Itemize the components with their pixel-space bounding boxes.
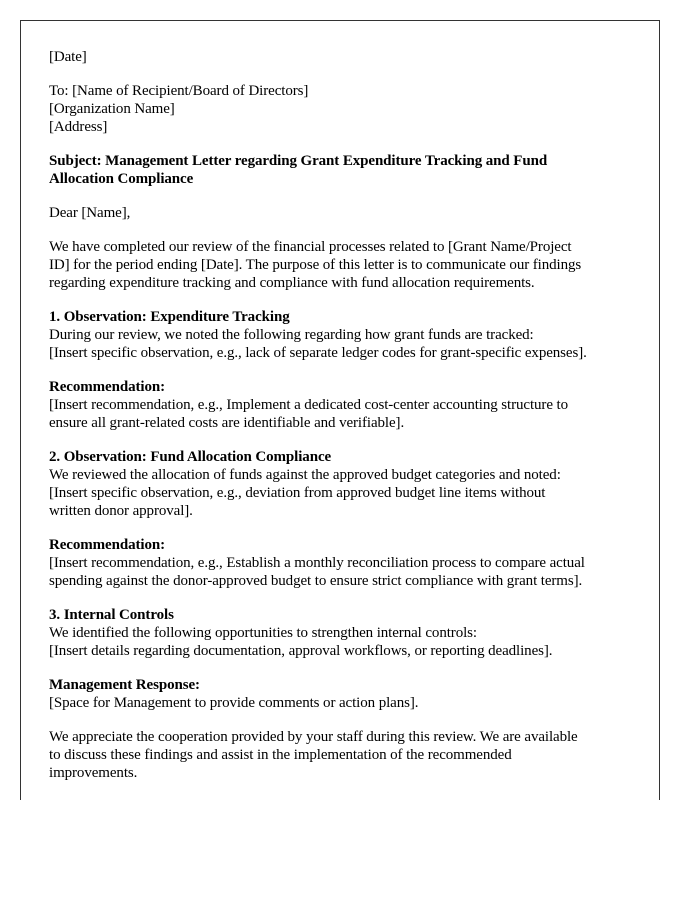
recommendation-1-line-1: [Insert recommendation, e.g., Implement a dedicated cost-center accounting structure to — [49, 397, 569, 413]
section-2-line-2: [Insert specific observation, e.g., deviation from approved budget line items without — [49, 485, 546, 501]
section-internal-controls — [49, 606, 649, 660]
subject-block — [49, 152, 649, 188]
subject-line-2: Allocation Compliance — [49, 171, 194, 187]
recommendation-2-line-1: [Insert recommendation, e.g., Establish a monthly reconciliation process to compare actual — [49, 555, 585, 571]
intro-line-3: regarding expenditure tracking and compliance with fund allocation requirements. — [49, 275, 535, 291]
recipient-to: To: [Name of Recipient/Board of Directors] — [49, 83, 309, 99]
recommendation-2-heading: Recommendation: — [49, 537, 165, 553]
date-text: [Date] — [49, 49, 87, 65]
recipient-block — [49, 82, 649, 136]
closing-line-1: We appreciate the cooperation provided by your staff during this review. We are available — [49, 729, 578, 745]
section-1-line-1: During our review, we noted the following regarding how grant funds are tracked: — [49, 327, 534, 343]
section-3-heading: 3. Internal Controls — [49, 607, 174, 623]
recommendation-2-line-2: spending against the donor-approved budget to ensure strict compliance with grant terms]. — [49, 573, 583, 589]
salutation-block — [49, 204, 649, 222]
recipient-organization: [Organization Name] — [49, 101, 175, 117]
date-line — [49, 48, 649, 66]
closing-paragraph — [49, 728, 649, 782]
intro-line-2: ID] for the period ending [Date]. The purpose of this letter is to communicate our findings — [49, 257, 582, 273]
recommendation-1-block — [49, 378, 649, 432]
recommendation-1-heading: Recommendation: — [49, 379, 165, 395]
section-3-line-2: [Insert details regarding documentation, approval workflows, or reporting deadlines]. — [49, 643, 553, 659]
section-1-heading: 1. Observation: Expenditure Tracking — [49, 309, 290, 325]
management-response-heading: Management Response: — [49, 677, 200, 693]
section-3-line-1: We identified the following opportunities to strengthen internal controls: — [49, 625, 477, 641]
section-expenditure-tracking — [49, 308, 649, 362]
closing-line-2: to discuss these findings and assist in the implementation of the recommended — [49, 747, 512, 763]
intro-line-1: We have completed our review of the financial processes related to [Grant Name/Project — [49, 239, 572, 255]
recommendation-2-block — [49, 536, 649, 590]
section-fund-allocation — [49, 448, 649, 520]
subject-line-1: Subject: Management Letter regarding Grant Expenditure Tracking and Fund — [49, 153, 548, 169]
management-response-line-1: [Space for Management to provide comments or action plans]. — [49, 695, 419, 711]
management-response-block — [49, 676, 649, 712]
section-1-line-2: [Insert specific observation, e.g., lack of separate ledger codes for grant-specific expenses]. — [49, 345, 587, 361]
recipient-address: [Address] — [49, 119, 108, 135]
section-2-heading: 2. Observation: Fund Allocation Compliance — [49, 449, 332, 465]
intro-paragraph — [49, 238, 649, 292]
management-letter — [49, 48, 649, 782]
closing-line-3: improvements. — [49, 765, 138, 781]
section-2-line-3: written donor approval]. — [49, 503, 193, 519]
salutation: Dear [Name], — [49, 205, 131, 221]
recommendation-1-line-2: ensure all grant-related costs are identifiable and verifiable]. — [49, 415, 405, 431]
section-2-line-1: We reviewed the allocation of funds against the approved budget categories and noted: — [49, 467, 561, 483]
